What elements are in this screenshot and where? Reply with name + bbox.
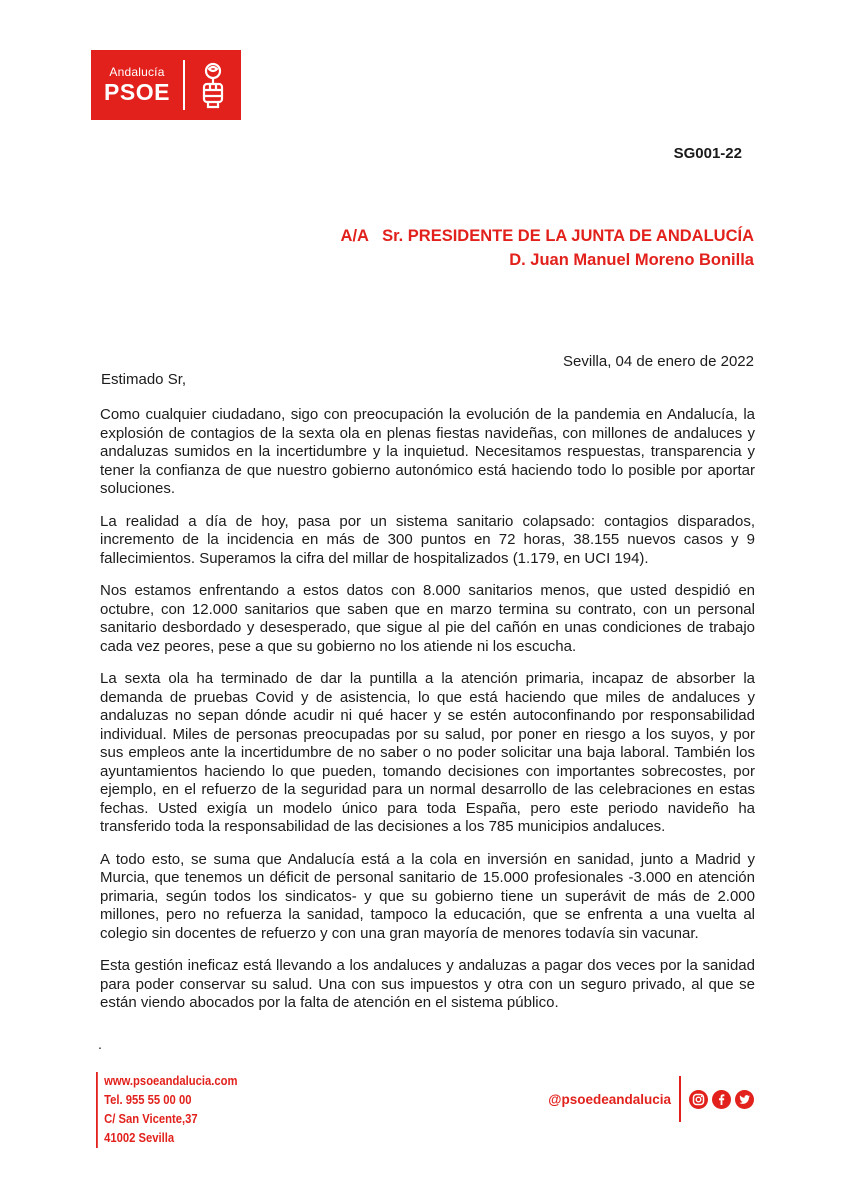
trailing-mark: . (98, 1036, 102, 1052)
paragraph-2: La realidad a día de hoy, pasa por un sistema sanitario colapsado: contagios disparados, incremento de la incidencia en más de 300 puntos en 72 horas, 38.155 nuevos casos y 9 fallecimientos. Superamos la cifra del millar de hospitalizados (1.179, en UCI 194). (100, 512, 755, 567)
letter-date: Sevilla, 04 de enero de 2022 (563, 353, 754, 370)
paragraph-1: Como cualquier ciudadano, sigo con preocupación la evolución de la pandemia en Andalucía, la explosión de contagios de la sexta ola en plenas fiestas navideñas, con millones de andaluces y andaluzas sumidos en la incertidumbre y la inquietud. Necesitamos respuestas, transparencia y tener la confianza de que nuestro gobierno autonómico está haciendo todo lo posible por aportar soluciones. (100, 406, 755, 497)
paragraph-5: A todo esto, se suma que Andalucía está a la cola en inversión en sanidad, junto a Madrid y Murcia, que tenemos un déficit de personal sanitario de 15.000 profesionales -3.000 en atención primaria, según todos los sindicatos- y que su gobierno tiene un superávit de más de 2.000 millones, pero no refuerza la sanidad, tampoco la educación, que se enfrenta a una vuelta al colegio sin docentes de refuerzo y con una gran mayoría de menores todavía sin vacunar. (100, 850, 755, 942)
social-handle[interactable]: @psoedeandalucia (548, 1076, 681, 1122)
salutation: Estimado Sr, (101, 371, 187, 388)
addressee-title: A/A Sr. PRESIDENTE DE LA JUNTA DE ANDALUCÍA (340, 227, 754, 245)
footer-social (548, 1076, 754, 1122)
fist-rose-emblem-icon (185, 50, 241, 120)
logo-text (91, 50, 183, 120)
psoe-andalucia-logo (91, 50, 241, 120)
paragraph-6: Esta gestión ineficaz está llevando a los andaluces y andaluzas a pagar dos veces por la sanidad para poder conservar su salud. Una con sus impuestos y otra con un seguro privado, al que se están viendo abocados por la falta de atención en el sistema público. (100, 957, 755, 1011)
footer-phone: Tel. 955 55 00 00 (104, 1093, 192, 1107)
footer-street: C/ San Vicente,37 (104, 1112, 198, 1126)
document-reference: SG001-22 (673, 145, 742, 162)
footer-contact (96, 1072, 237, 1148)
instagram-icon[interactable] (689, 1090, 708, 1109)
footer-city: 41002 Sevilla (104, 1131, 175, 1145)
addressee-name: D. Juan Manuel Moreno Bonilla (509, 251, 754, 269)
logo-party: PSOE (104, 78, 170, 105)
addressee-block (341, 224, 754, 272)
facebook-icon[interactable] (712, 1090, 731, 1109)
social-icons (681, 1090, 754, 1109)
paragraph-4: La sexta ola ha terminado de dar la puntilla a la atención primaria, incapaz de absorber la demanda de pruebas Covid y de asistencia, lo que está haciendo que miles de andaluces y andaluzas no sepan dónde acudir ni qué hacer y se estén autoconfinando por responsabilidad individual. Miles de personas preocupadas por su salud, por poner en riesgo a los suyos, y por sus empleos ante la incertidumbre de no saber o no poder solicitar una baja laboral. También los ayuntamientos haciendo lo que pueden, tomando decisiones con importantes sobrecostes, por ejemplo, en el refuerzo de la seguridad para un normal desarrollo de las celebraciones en estas fechas. Usted exigía un modelo único para toda España, pero este periodo navideño ha transferido toda la responsabilidad de las decisiones a los 785 municipios andaluces. (100, 670, 755, 835)
paragraph-3: Nos estamos enfrentando a estos datos con 8.000 sanitarios menos, que usted despidió en octubre, con 12.000 sanitarios que saben que en marzo termina su contrato, con un personal sanitario desbordado y desesperado, que sigue al pie del cañón en unas condiciones de trabajo cada vez peores, pese a que su gobierno no los atiende ni los escucha. (100, 582, 755, 655)
logo-region: Andalucía (109, 64, 165, 79)
footer-website[interactable]: www.psoeandalucia.com (104, 1074, 238, 1088)
letter-body (100, 406, 755, 1027)
twitter-icon[interactable] (735, 1090, 754, 1109)
